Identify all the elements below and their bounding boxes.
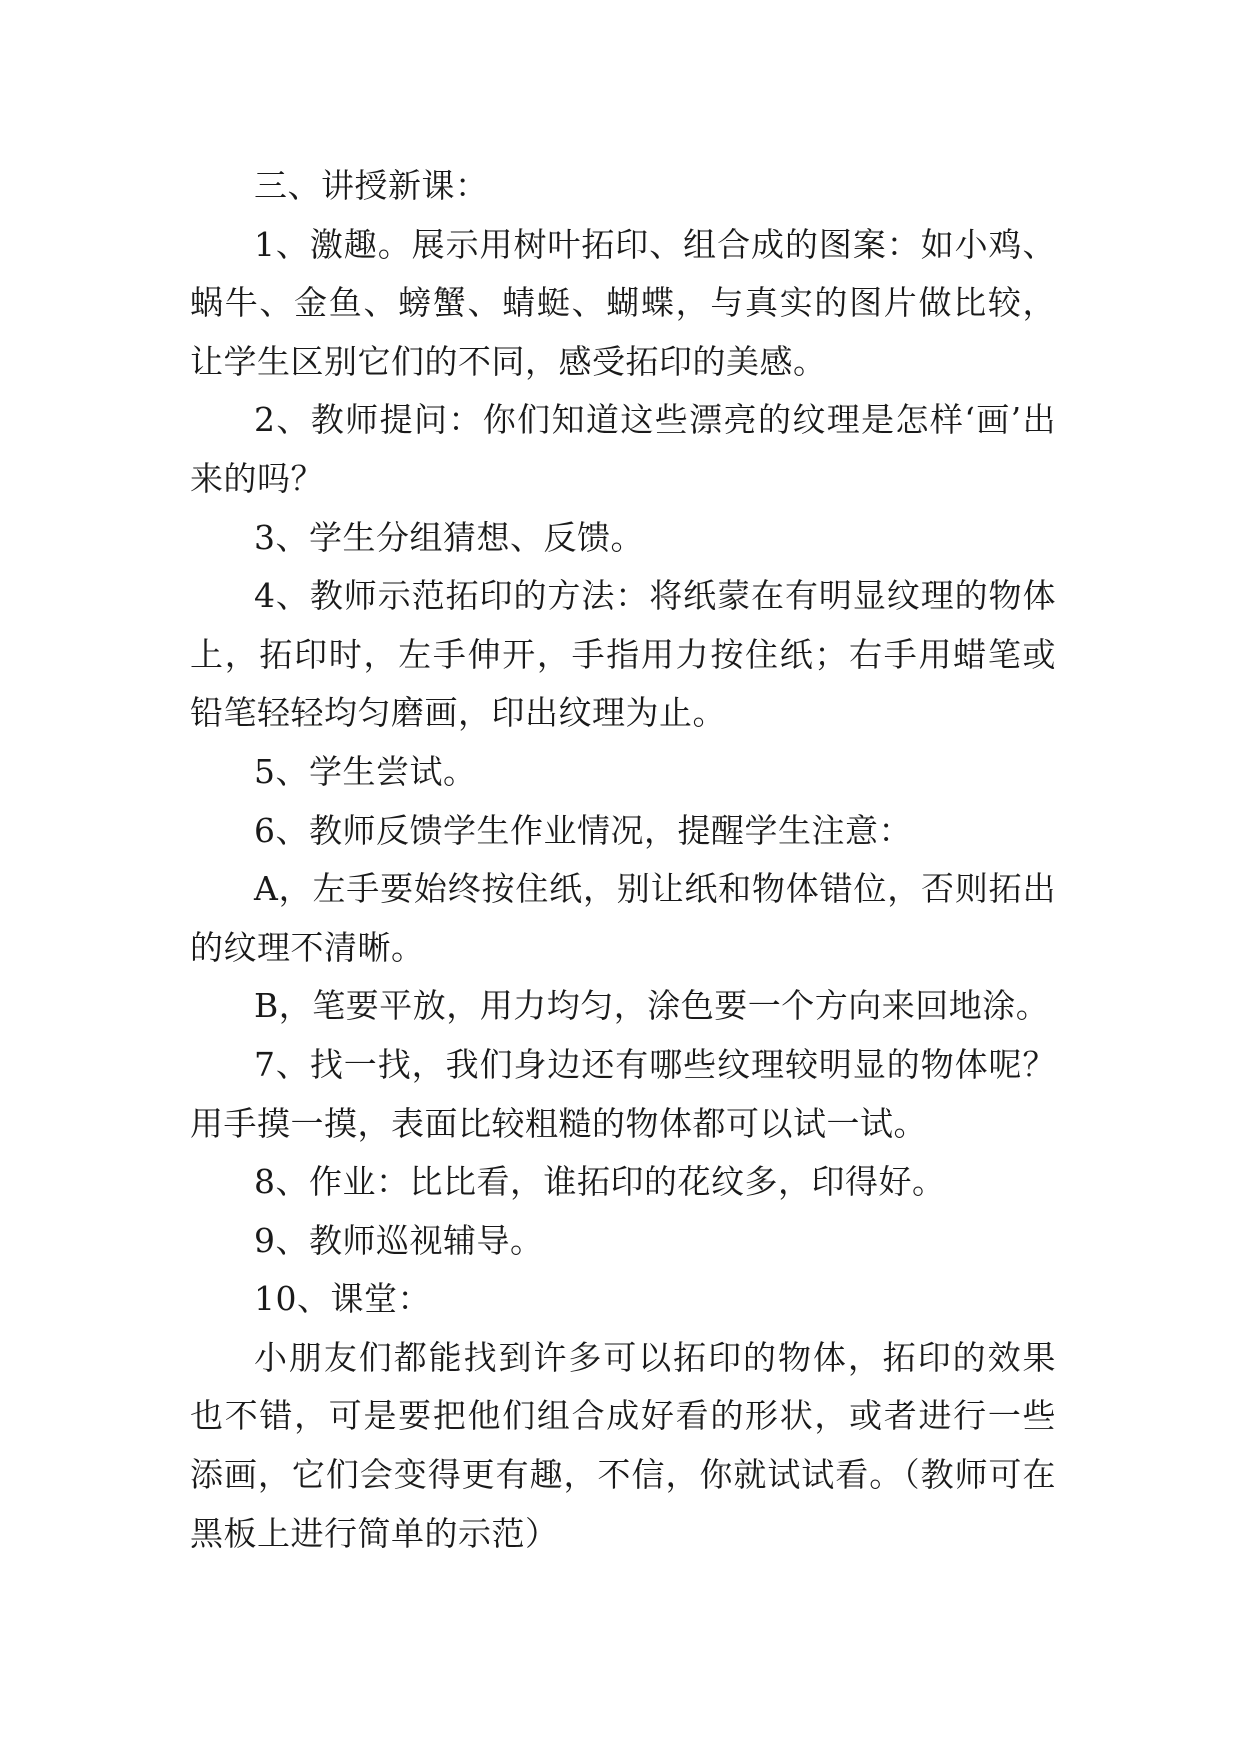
- paragraph-step-6: 6、教师反馈学生作业情况，提醒学生注意：: [254, 810, 912, 850]
- section-heading: 三、讲授新课：: [254, 166, 489, 205]
- paragraph-summary: 小朋友们都能找到许多可以拓印的物体，拓印的效果也不错，可是要把他们组合成好看的形状，或者进行一些添画，它们会变得更有趣，不信，你就试试看。（教师可在黑板上进行简单的示范）: [190, 1337, 1056, 1553]
- paragraph-step-7: 7、找一找，我们身边还有哪些纹理较明显的物体呢？用手摸一摸，表面比较粗糙的物体都可以试一试。: [190, 1044, 1056, 1143]
- paragraph-step-4: 4、教师示范拓印的方法：将纸蒙在有明显纹理的物体上，拓印时，左手伸开，手指用力按住纸；右手用蜡笔或铅笔轻轻均匀磨画，印出纹理为止。: [190, 576, 1056, 733]
- paragraph-step-10: 10、课堂：: [254, 1279, 431, 1319]
- paragraph-note-b: B，笔要平放，用力均匀，涂色要一个方向来回地涂。: [254, 986, 1050, 1026]
- paragraph-step-1: 1、激趣。展示用树叶拓印、组合成的图案：如小鸡、蜗牛、金鱼、螃蟹、蜻蜓、蝴蝶，与真实的图片做比较，让学生区别它们的不同，感受拓印的美感。: [190, 224, 1056, 381]
- paragraph-step-2: 2、教师提问：你们知道这些漂亮的纹理是怎样‘画’出来的吗？: [190, 400, 1056, 498]
- document-body: [190, 157, 1056, 1563]
- paragraph-step-9: 9、教师巡视辅导。: [254, 1220, 544, 1260]
- paragraph-step-3: 3、学生分组猜想、反馈。: [254, 517, 644, 557]
- paragraph-note-a: A，左手要始终按住纸，别让纸和物体错位，否则拓出的纹理不清晰。: [190, 869, 1056, 967]
- paragraph-step-8: 8、作业：比比看，谁拓印的花纹多，印得好。: [254, 1162, 946, 1202]
- paragraph-step-5: 5、学生尝试。: [254, 751, 477, 791]
